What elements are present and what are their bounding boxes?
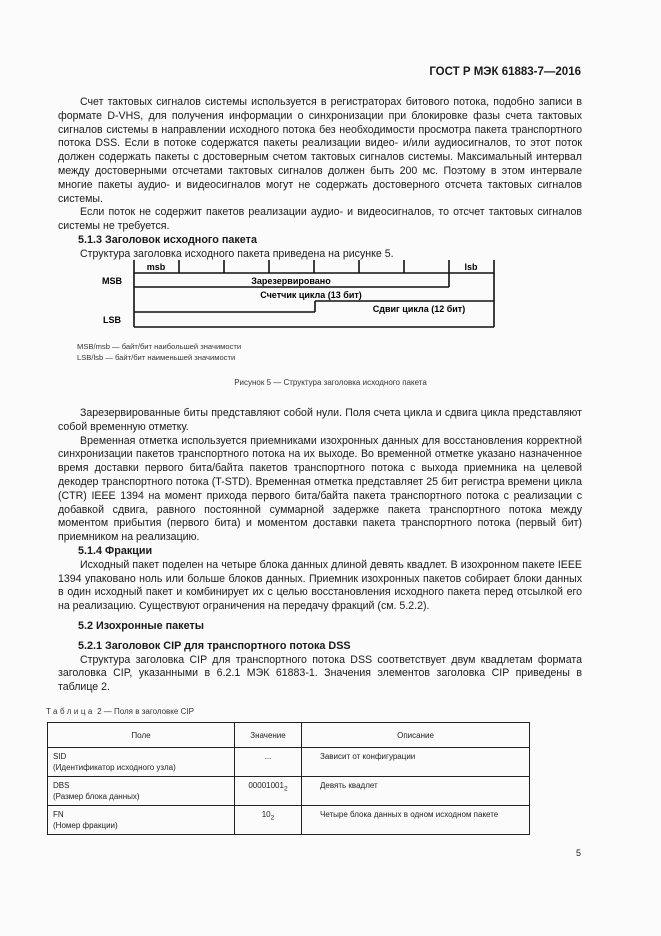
figure-caption: Рисунок 5 — Структура заголовка исходного пакета xyxy=(234,378,427,387)
paragraph: Если поток не содержит пакетов реализации аудио- и видеосигналов, то отсчет тактовых сигналов системы не требуется. xyxy=(58,206,582,233)
cip-fields-table xyxy=(47,722,530,835)
column-header: Поле xyxy=(48,723,235,748)
field-value: ... xyxy=(264,752,272,761)
field-description: (Номер фракции) xyxy=(53,821,118,830)
table-header-row xyxy=(48,723,530,748)
heading-5-1-3: 5.1.3 Заголовок исходного пакета xyxy=(78,233,257,246)
field-meaning: Зависит от конфигурации xyxy=(302,748,530,777)
paragraph: Счет тактовых сигналов системы используется в регистраторах битового потока, подобно записи в формате D-VHS, для получения информации о синхронизации при блокировке фазы счета тактовых сигналов системы в направлении исходного потока без необходимости просмотра пакета транспортного потока DSS. Если в потоке содержатся пакеты реализации видео- и/или аудиосигналов, то этот поток должен содержать пакеты с достоверным счетом тактовых сигналов системы. Максимальный интервал между достоверными отсчетами тактовых сигналов должен быть 200 мс. Поэтому в этом интервале многие пакеты аудио- и видеосигналов могут не содержать достоверного отсчета тактовых сигналов системы. xyxy=(58,96,582,205)
table-caption-prefix: Таблица xyxy=(46,707,95,716)
table-row xyxy=(48,777,530,806)
paragraph: Структура заголовка CIP для транспортного потока DSS соответствует двум квадлетам формата заголовка CIP, указанными в 6.2.1 МЭК 61883-1. Значения элементов заголовка CIP приведены в таблице 2. xyxy=(58,653,582,694)
lsb-bit-label: lsb xyxy=(464,262,478,272)
paragraph: Зарезервированные биты представляют собой нули. Поля счета цикла и сдвига цикла представляют собой временную отметку. xyxy=(58,407,582,433)
document-id: ГОСТ Р МЭК 61883-7—2016 xyxy=(429,66,581,78)
msb-bit-label: msb xyxy=(146,262,166,272)
field-meaning: Девять квадлет xyxy=(302,777,530,806)
heading-5-2-1: 5.2.1 Заголовок CIP для транспортного потока DSS xyxy=(78,639,351,652)
table-row xyxy=(48,748,530,777)
column-header: Значение xyxy=(235,723,302,748)
msb-byte-label: MSB xyxy=(102,276,122,286)
column-header: Описание xyxy=(302,723,530,748)
field-name: SID xyxy=(53,752,67,761)
table-caption xyxy=(46,707,194,716)
heading-5-1-4: 5.1.4 Фракции xyxy=(78,544,153,557)
value-base: 2 xyxy=(283,785,288,793)
field-value: 10 xyxy=(261,810,271,819)
heading-5-2: 5.2 Изохронные пакеты xyxy=(78,619,204,632)
figure-note-msb: MSB/msb — байт/бит наибольшей значимости xyxy=(77,342,242,351)
table-row xyxy=(48,806,530,835)
value-base: 2 xyxy=(270,814,275,822)
packet-header-diagram xyxy=(0,0,661,340)
figure-note-lsb: LSB/lsb — байт/бит наименьшей значимости xyxy=(77,353,236,362)
field-description: (Размер блока данных) xyxy=(53,792,140,801)
table-caption-text: 2 — Поля в заголовке CIP xyxy=(94,707,194,716)
field-value: 00001001 xyxy=(248,781,284,790)
cycle-offset-field: Сдвиг цикла (12 бит) xyxy=(372,304,466,314)
field-description: (Идентификатор исходного узла) xyxy=(53,763,176,772)
section-text-2 xyxy=(58,407,582,695)
cycle-count-field: Счетчик цикла (13 бит) xyxy=(260,290,362,300)
lsb-byte-label: LSB xyxy=(103,315,121,325)
paragraph: Исходный пакет поделен на четыре блока данных длиной девять квадлет. В изохронном пакете IEEE 1394 упаковано ноль или больше блоков данных. Приемник изохронных пакетов собирает блоки данных в один исходный пакет и комбинирует их с целью восстановления исходного пакета перед отсылкой его на реализацию. Существуют ограничения на передачу фракций (см. 5.2.2). xyxy=(58,558,582,613)
paragraph: Структура заголовка исходного пакета приведена на рисунке 5. xyxy=(80,247,394,260)
field-name: DBS xyxy=(53,781,70,790)
field-name: FN xyxy=(53,810,64,819)
reserved-field: Зарезервировано xyxy=(251,276,331,286)
field-meaning: Четыре блока данных в одном исходном пакете xyxy=(302,806,530,835)
page-number: 5 xyxy=(576,848,582,858)
paragraph: Временная отметка используется приемниками изохронных данных для восстановления корректной синхронизации пакетов транспортного потока на их выходе. Во временной отметке указано назначенное время доставки первого бита/байта пакетов транспортного потока с выхода приемника на целевой декодер транспортного потока (T-STD). Временная отметка представляет 25 бит регистра времени цикла (CTR) IEEE 1394 на момент прихода первого бита/байта пакета транспортного потока с реализации с добавкой сдвига, равного постоянной суммарной задержке пакета транспортного потока между моментом прибытия (первого бита) и моментом доставки пакета транспортного потока (первый бит) приемником на реализацию. xyxy=(58,434,582,544)
